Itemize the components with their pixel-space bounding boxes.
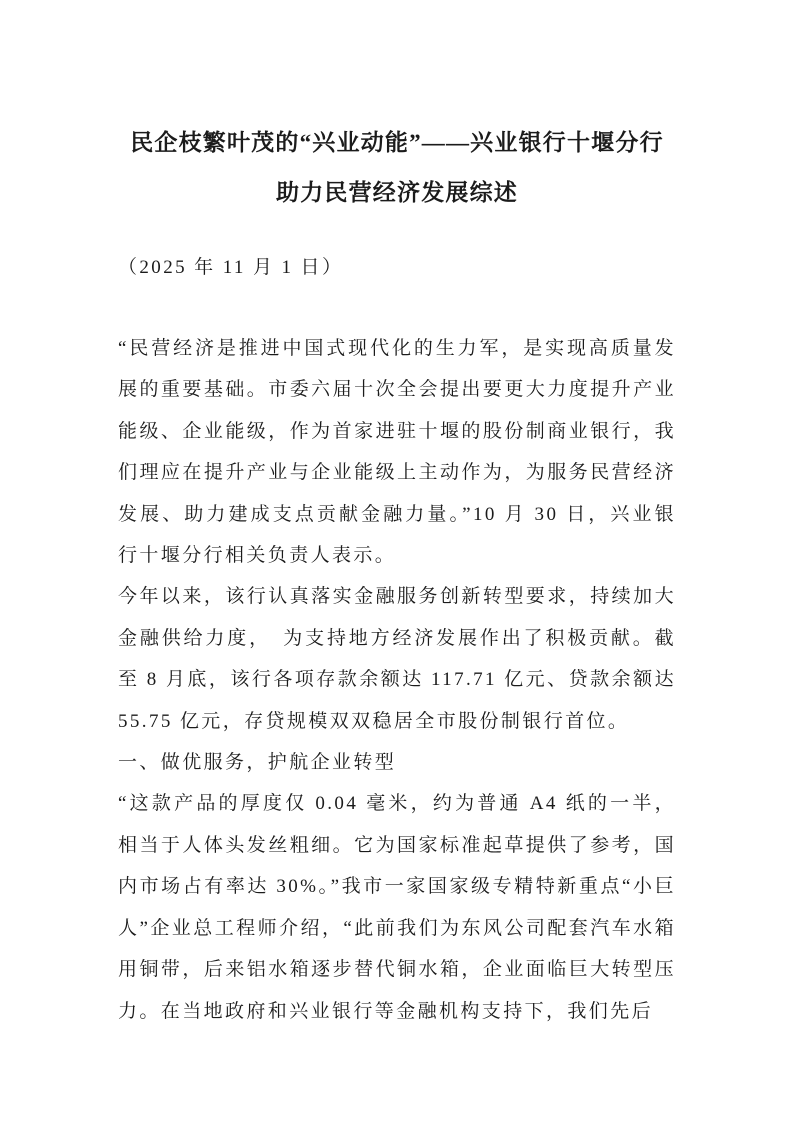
date-line: （2025 年 11 月 1 日）	[118, 257, 344, 278]
paragraph-enterprise-story: “这款产品的厚度仅 0.04 毫米，约为普通 A4 纸的一半，相当于人体头发丝粗细。它为国家标准起草提供了参考，国内市场占有率达 30%。”我市一家国家级专精特新重点“小巨人”企业总工程师介绍，“此前我们为东风公司配套汽车水箱用铜带，后来铝水箱逐步替代铜水箱，企业面临巨大转型压力。在当地政府和兴业银行等金融机构支持下，我们先后	[118, 793, 676, 1022]
paragraph-quote-intro: “民营经济是推进中国式现代化的生力军，是实现高质量发展的重要基础。市委六届十次全会提出要更大力度提升产业能级、企业能级，作为首家进驻十堰的股份制商业银行，我们理应在提升产业与企业能级上主动作为，为服务民营经济发展、助力建成支点贡献金融力量。”10 月 30 日，兴业银行十堰分行相关负责人表示。	[118, 338, 676, 567]
section-heading-1: 一、做优服务，护航企业转型	[118, 752, 397, 774]
paragraph-bank-results: 今年以来，该行认真落实金融服务创新转型要求，持续加大金融供给力度， 为支持地方经济发展作出了积极贡献。截至 8 月底，该行各项存款余额达 117.71 亿元、贷款余额达 55.75 亿元，存贷规模双双稳居全市股份制银行首位。	[118, 586, 676, 732]
document-title-line-1: 民企枝繁叶茂的“兴业动能”——兴业银行十堰分行	[130, 130, 664, 155]
document-title-line-2: 助力民营经济发展综述	[276, 180, 518, 205]
document-title	[118, 118, 676, 218]
